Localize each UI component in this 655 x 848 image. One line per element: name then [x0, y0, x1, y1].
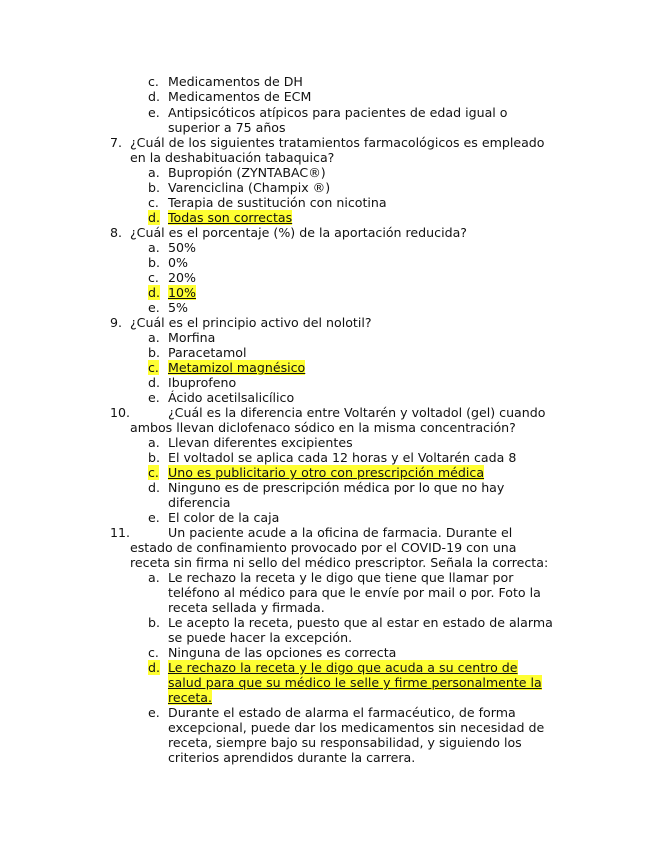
- question-text: ¿Cuál es la diferencia entre Voltarén y voltadol (gel) cuando: [168, 405, 546, 420]
- question-text: receta sin firma ni sello del médico prescriptor. Señala la correcta:: [130, 555, 549, 570]
- option-marker: c.: [148, 74, 159, 89]
- option-text: Medicamentos de DH: [168, 74, 303, 89]
- option-text: Ibuprofeno: [168, 375, 237, 390]
- option-text: Durante el estado de alarma el farmacéutico, de forma: [168, 705, 516, 720]
- option-marker: a.: [148, 240, 160, 255]
- question-text: ¿Cuál es el porcentaje (%) de la aportación reducida?: [130, 225, 467, 240]
- option-text: diferencia: [168, 495, 231, 510]
- correct-answer-highlight: Metamizol magnésico: [168, 360, 306, 375]
- option-marker-highlighted: d.: [148, 660, 160, 675]
- correct-answer-highlight: salud para que su médico le selle y firme personalmente la: [168, 675, 542, 690]
- option-text: El color de la caja: [168, 510, 280, 525]
- option-text: Le rechazo la receta y le digo que tiene que llamar por: [168, 570, 514, 585]
- option-text: Medicamentos de ECM: [168, 89, 312, 104]
- correct-answer-highlight: receta.: [168, 690, 212, 705]
- option-marker: b.: [148, 345, 160, 360]
- option-marker: d.: [148, 89, 160, 104]
- correct-answer-highlight: 10%: [168, 285, 196, 300]
- option-text: excepcional, puede dar los medicamentos sin necesidad de: [168, 720, 545, 735]
- option-marker: c.: [148, 195, 159, 210]
- question-number: 10.: [110, 405, 131, 420]
- question-number: 9.: [110, 315, 123, 330]
- option-marker: a.: [148, 435, 160, 450]
- correct-answer-highlight: Le rechazo la receta y le digo que acuda a su centro de: [168, 660, 518, 675]
- question-text: ¿Cuál de los siguientes tratamientos farmacológicos es empleado: [130, 135, 545, 150]
- option-marker: e.: [148, 390, 160, 405]
- option-marker: e.: [148, 300, 160, 315]
- option-text: 5%: [168, 300, 188, 315]
- option-text: se puede hacer la excepción.: [168, 630, 353, 645]
- option-text: superior a 75 años: [168, 120, 286, 135]
- option-text: teléfono al médico para que le envíe por mail o por. Foto la: [168, 585, 541, 600]
- option-text: receta sellada y firmada.: [168, 600, 325, 615]
- option-marker: e.: [148, 105, 160, 120]
- option-marker: e.: [148, 705, 160, 720]
- option-text: 20%: [168, 270, 196, 285]
- question-text: ambos llevan diclofenaco sódico en la misma concentración?: [130, 420, 516, 435]
- question-number: 7.: [110, 135, 123, 150]
- option-text: 0%: [168, 255, 188, 270]
- option-text: Antipsicóticos atípicos para pacientes de edad igual o: [168, 105, 508, 120]
- correct-answer-highlight: Uno es publicitario y otro con prescripción médica: [168, 465, 485, 480]
- option-text: 50%: [168, 240, 196, 255]
- option-text: Terapia de sustitución con nicotina: [168, 195, 387, 210]
- option-text: Bupropión (ZYNTABAC®): [168, 165, 326, 180]
- option-text: Ácido acetilsalicílico: [168, 390, 295, 405]
- option-marker-highlighted: c.: [148, 465, 159, 480]
- option-marker: d.: [148, 480, 160, 495]
- option-marker: b.: [148, 255, 160, 270]
- question-number: 11.: [110, 525, 131, 540]
- option-text: criterios aprendidos durante la carrera.: [168, 750, 416, 765]
- option-marker-highlighted: c.: [148, 360, 159, 375]
- option-marker: e.: [148, 510, 160, 525]
- option-text: Paracetamol: [168, 345, 247, 360]
- option-marker: b.: [148, 615, 160, 630]
- option-marker: a.: [148, 330, 160, 345]
- option-text: Ninguna de las opciones es correcta: [168, 645, 397, 660]
- option-text: Morfina: [168, 330, 216, 345]
- option-marker: a.: [148, 570, 160, 585]
- question-number: 8.: [110, 225, 123, 240]
- option-marker: a.: [148, 165, 160, 180]
- option-text: receta, siempre bajo su responsabilidad, y siguiendo los: [168, 735, 522, 750]
- option-marker-highlighted: d.: [148, 285, 160, 300]
- option-marker: b.: [148, 180, 160, 195]
- option-text: Le acepto la receta, puesto que al estar en estado de alarma: [168, 615, 553, 630]
- option-marker: d.: [148, 375, 160, 390]
- option-text: Varenciclina (Champix ®): [168, 180, 331, 195]
- question-text: Un paciente acude a la oficina de farmacia. Durante el: [168, 525, 513, 540]
- option-marker: c.: [148, 645, 159, 660]
- question-text: ¿Cuál es el principio activo del nolotil?: [130, 315, 372, 330]
- option-text: Llevan diferentes excipientes: [168, 435, 353, 450]
- correct-answer-highlight: Todas son correctas: [168, 210, 293, 225]
- option-text: Ninguno es de prescripción médica por lo que no hay: [168, 480, 505, 495]
- option-text: El voltadol se aplica cada 12 horas y el Voltarén cada 8: [168, 450, 517, 465]
- question-text: en la deshabituación tabaquica?: [130, 150, 335, 165]
- question-text: estado de confinamiento provocado por el COVID-19 con una: [130, 540, 517, 555]
- option-marker: c.: [148, 270, 159, 285]
- option-marker-highlighted: d.: [148, 210, 160, 225]
- option-marker: b.: [148, 450, 160, 465]
